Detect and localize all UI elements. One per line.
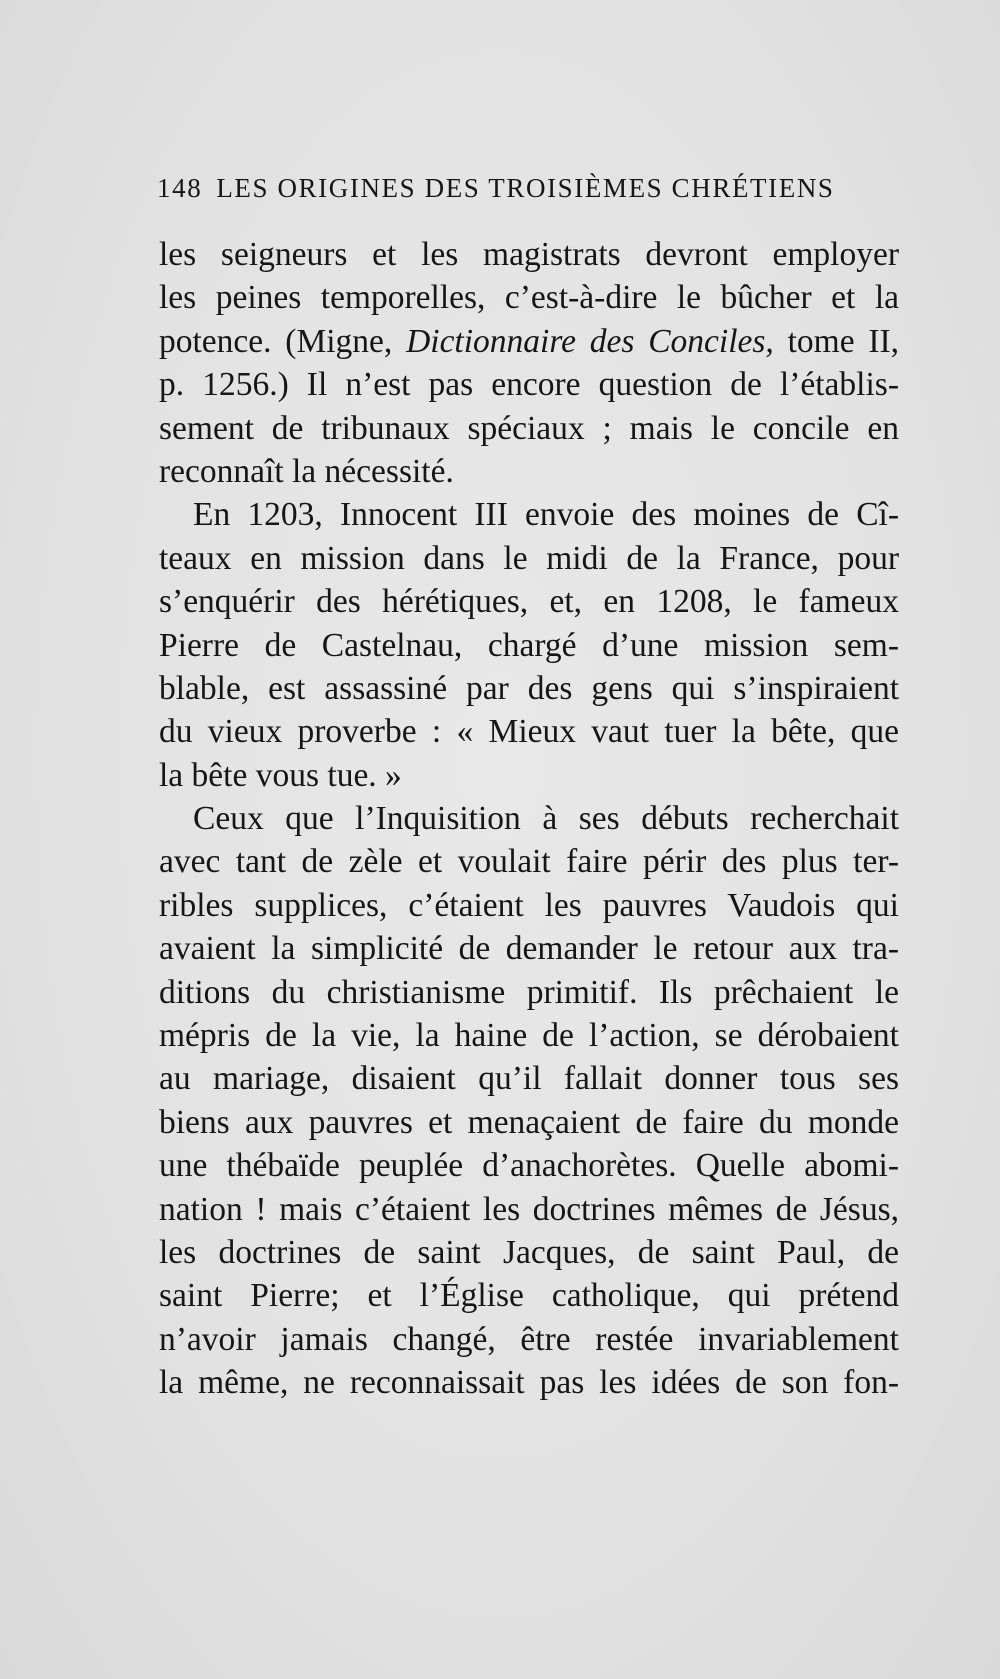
paragraph-start-line: En 1203, Innocent III envoie des moines de Cî- bbox=[193, 496, 899, 534]
text-line: la même, ne reconnaissait pas les idées de son fon- bbox=[159, 1364, 899, 1402]
text-line: teaux en mission dans le midi de la France, pour bbox=[159, 539, 899, 577]
text-line: s’enquérir des hérétiques, et, en 1208, le fameux bbox=[159, 583, 899, 621]
text-line: ditions du christianisme primitif. Ils prêchaient le bbox=[159, 973, 899, 1011]
text-line: les peines temporelles, c’est-à-dire le bûcher et la bbox=[159, 279, 899, 317]
text-line: p. 1256.) Il n’est pas encore question de l’établis- bbox=[159, 366, 899, 404]
body-text bbox=[159, 233, 899, 1405]
text-line: sement de tribunaux spéciaux ; mais le concile en bbox=[159, 409, 899, 447]
text-segment: tome II, bbox=[773, 322, 900, 360]
text-line: les seigneurs et les magistrats devront employer bbox=[159, 236, 899, 273]
text-segment: potence. (Migne, bbox=[159, 322, 407, 360]
text-line: reconnaît la nécessité. bbox=[159, 452, 454, 490]
text-line: nation ! mais c’étaient les doctrines mêmes de Jésus, bbox=[159, 1190, 899, 1228]
text-line: mépris de la vie, la haine de l’action, se dérobaient bbox=[159, 1017, 899, 1055]
text-line: avec tant de zèle et voulait faire périr des plus ter- bbox=[159, 843, 899, 881]
text-line: biens aux pauvres et menaçaient de faire du monde bbox=[159, 1103, 899, 1141]
text-line: n’avoir jamais changé, être restée invariablement bbox=[159, 1320, 899, 1358]
text-line bbox=[159, 320, 899, 363]
text-line: ribles supplices, c’étaient les pauvres Vaudois qui bbox=[159, 886, 899, 924]
text-line: la bête vous tue. » bbox=[159, 756, 402, 794]
paragraph-start-line: Ceux que l’Inquisition à ses débuts recherchait bbox=[193, 800, 899, 838]
text-line: au mariage, disaient qu’il fallait donner tous ses bbox=[159, 1060, 899, 1098]
running-header bbox=[157, 172, 895, 204]
text-line: saint Pierre; et l’Église catholique, qui prétend bbox=[159, 1277, 899, 1315]
italic-title: Dictionnaire des Conciles, bbox=[406, 322, 774, 360]
text-line: blable, est assassiné par des gens qui s’inspiraient bbox=[159, 669, 899, 707]
page-number: 148 bbox=[157, 173, 203, 203]
text-line: les doctrines de saint Jacques, de saint Paul, de bbox=[159, 1233, 899, 1271]
text-line: du vieux proverbe : « Mieux vaut tuer la bête, que bbox=[159, 713, 899, 751]
text-line: avaient la simplicité de demander le retour aux tra- bbox=[159, 930, 899, 968]
text-line: une thébaïde peuplée d’anachorètes. Quelle abomi- bbox=[159, 1147, 899, 1185]
text-line: Pierre de Castelnau, chargé d’une mission sem- bbox=[159, 626, 899, 664]
running-title: LES ORIGINES DES TROISIÈMES CHRÉTIENS bbox=[216, 173, 835, 203]
